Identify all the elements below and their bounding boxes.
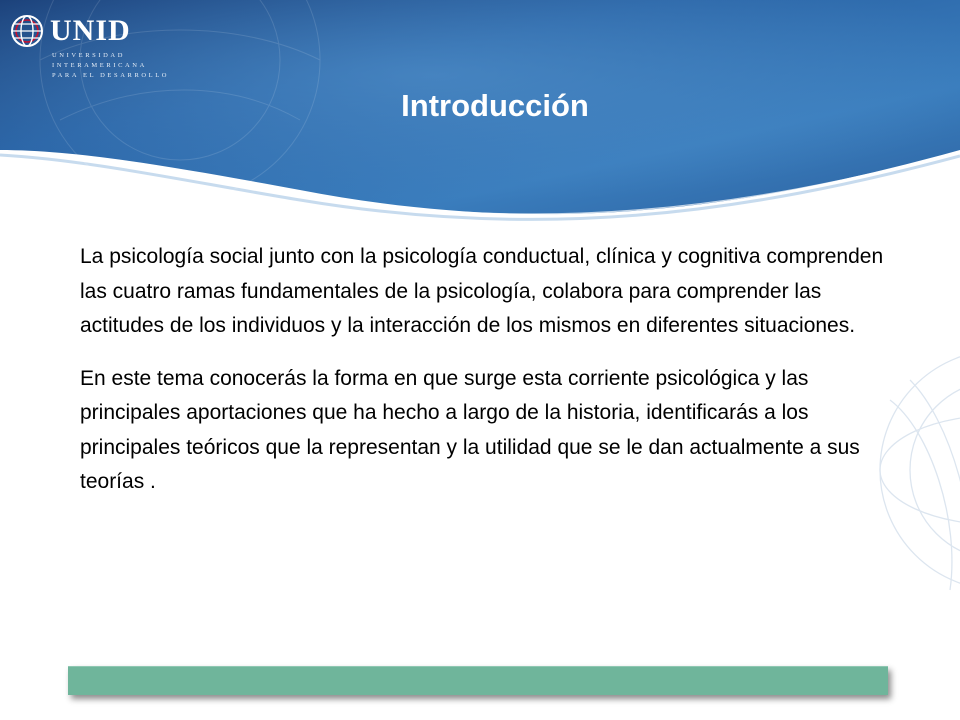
logo-subtitle-line-2: INTERAMERICANA — [52, 62, 147, 69]
body-paragraph: En este tema conocerás la forma en que surge esta corriente psicológica y las principales aportaciones que ha hecho a largo de la historia, identificarás a los principales teóricos que la representan y la utilidad que se le dan actualmente a sus teorías . — [80, 366, 860, 493]
slide-body — [80, 240, 888, 518]
logo-subtitle-line-1: UNIVERSIDAD — [52, 52, 126, 59]
unid-logo — [8, 10, 170, 80]
footer-bar — [68, 666, 888, 695]
slide-title: Introducción — [401, 88, 589, 123]
globe-logo-icon — [10, 14, 44, 48]
logo-subtitle-line-3: PARA EL DESARROLLO — [52, 72, 170, 79]
body-paragraph: La psicología social junto con la psicología conductual, clínica y cognitiva comprenden las cuatro ramas fundamentales de la psicología, colabora para comprender las actitudes de los individuos y la interacción de los mismos en diferentes situaciones. — [80, 245, 884, 337]
logo-wordmark: UNID — [50, 14, 131, 47]
